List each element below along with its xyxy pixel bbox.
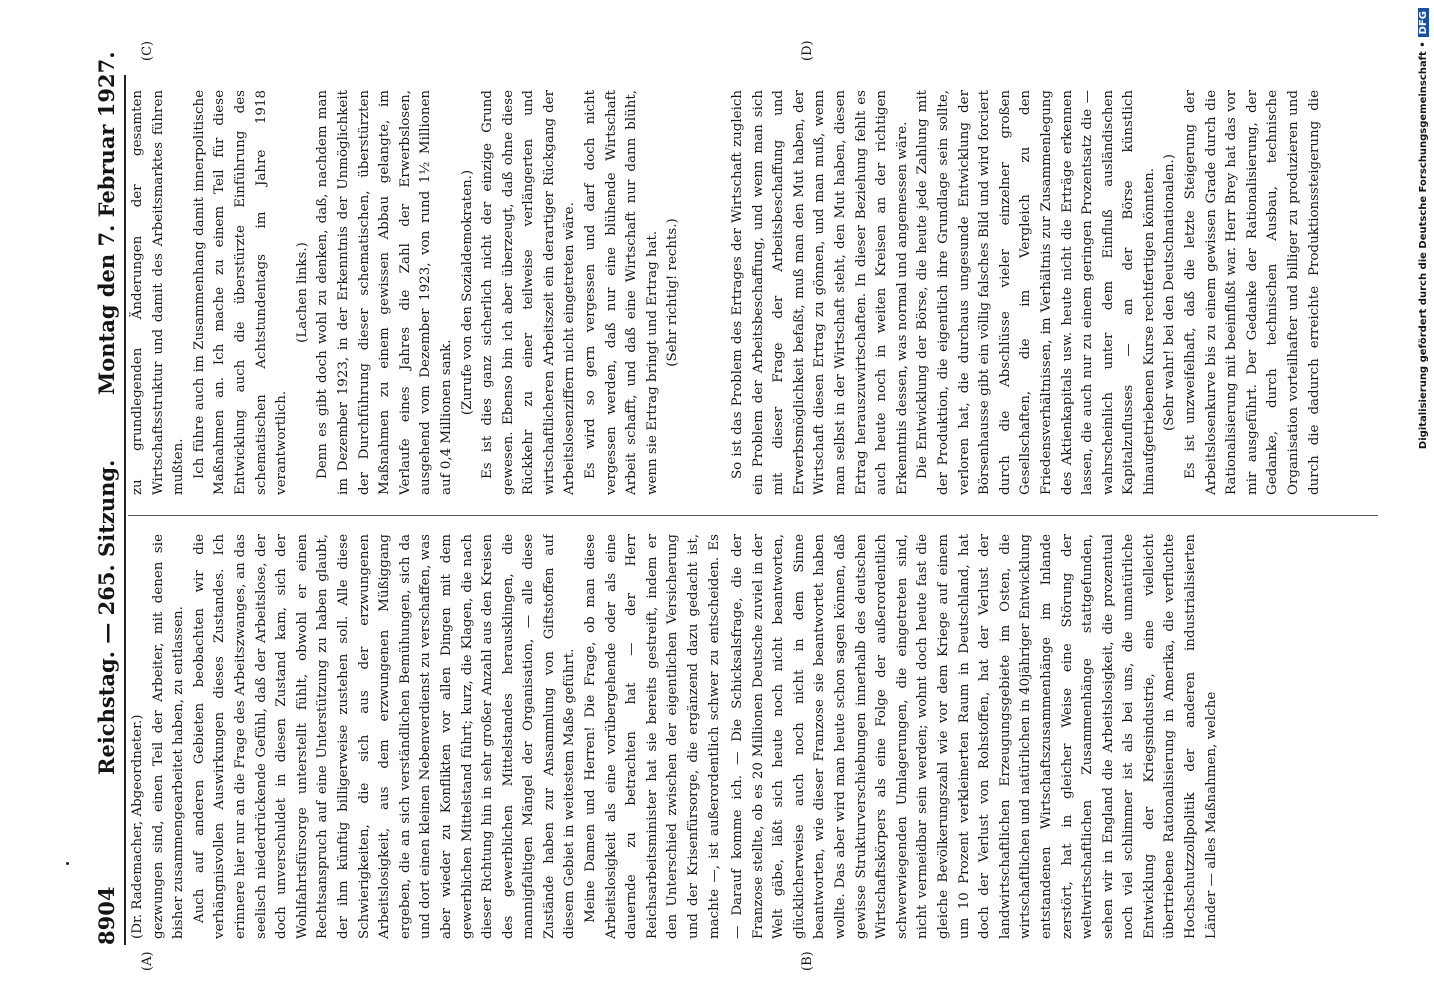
paragraph: zu grundlegenden Änderungen der gesamten Wirtschaftsstruktur und damit des Arbeitsmarktes führen mußten.	[130, 90, 187, 495]
margin-mark-d: (D)	[800, 40, 815, 61]
column-2	[128, 90, 728, 495]
left-running-title: Reichstag. — 265. Sitzung.	[94, 459, 119, 775]
margin-mark-b: (B)	[800, 951, 815, 971]
paragraph: Auch auf anderen Gebieten beobachten wir die verhängnisvollen Auswirkungen dieses Zustandes. Ich erinnere hier nur an die Frage des Arbeitszwanges, an das seelisch niederdrückende Gefühl, daß der Arbeitslose, der doch unverschuldet in diesen Zustand kam, sich der Wohlfahrtsfürsorge unterstellt fühlt, obwohl er einen Rechtsanspruch auf eine Unterstützung zu haben glaubt, der ihm künftig billigerweise zustehen soll. Alle diese Schwierigkeiten, die sich aus der erzwungenen Arbeitslosigkeit, aus dem erzwungenen Müßiggang ergeben, die an sich verständlichen Bemühungen, sich da und dort einen kleinen Nebenverdienst zu verschaffen, was aber wieder zu Konflikten vor allen Dingen mit dem gewerblichen Mittelstand führt; kurz, die Klagen, die nach dieser Richtung hin in sehr großer Anzahl aus den Kreisen des gewerblichen Mittelstandes herausklingen, die mannigfaltigen Mängel der Organisation, — alle diese Zustände haben zur Ansammlung von Giftstoffen auf diesem Gebiet in weitestem Maße geführt.	[191, 534, 578, 939]
column-4	[728, 90, 1328, 495]
margin-mark-a: (A)	[140, 951, 155, 971]
header-rule	[124, 75, 126, 945]
interjection: (Sehr wahr! bei den Deutschnationalen.)	[1162, 153, 1178, 432]
paragraph: Ich führe auch im Zusammenhang damit innerpolitische Maßnahmen an. Ich mache zu einem Teil für diese Entwicklung auch die überstürzte Einführung des schematischen Achtstundentags im Jahre 1918 verantwortlich.	[191, 90, 290, 495]
column-divider	[128, 515, 1378, 516]
paragraph: Denn es gibt doch wohl zu denken, daß, nachdem man im Dezember 1923, in der Erkenntnis der Unmöglichkeit der Durchführung dieser schematischen, überstürzten Maßnahmen zu einem gewissen Abbau gelangte, im Verlaufe eines Jahres die Zahl der Erwerbslosen, ausgehend vom Dezember 1923, von rund 1½ Millionen auf 0,4 Millionen sank.	[315, 90, 454, 495]
right-running-title: Montag den 7. Februar 1927.	[94, 51, 119, 395]
interjection: (Lachen links.)	[294, 242, 310, 343]
interjection: (Zurufe von den Sozialdemokraten.)	[459, 169, 475, 416]
digitization-credit	[1418, 8, 1434, 1000]
credit-text: Digitalisierung gefördert durch die Deutsche Forschungsgemeinschaft •	[1418, 41, 1429, 450]
speck	[66, 862, 69, 865]
margin-mark-c: (C)	[140, 40, 155, 61]
interjection: (Sehr richtig! rechts.)	[665, 218, 681, 367]
column-3	[728, 534, 1328, 939]
paragraph: — Darauf komme ich. — Die Schicksalsfrage, die der Franzose stellte, ob es 20 Millionen Deutsche zuviel in der Welt gäbe, läßt sich heute noch nicht beantworten, glücklicherweise auch noch nicht in dem Sinne beantworten, wie dieser Franzose sie beantwortet haben wollte. Das aber wird man heute schon sagen können, daß gewisse Strukturverschiebungen innerhalb des deutschen Wirtschaftskörpers als eine Folge der außerordentlich schwerwiegenden Umlagerungen, die eingetreten sind, nicht vermeidbar sein werden; wohnt doch heute fast die gleiche Bevölkerungszahl wie vor dem Kriege auf einem um 10 Prozent verkleinerten Raum in Deutschland, hat doch der Verlust von Rohstoffen, hat der Verlust der landwirtschaftlichen Erzeugungsgebiete im Osten, die wirtschaftlichen und natürlichen in 40jähriger Entwicklung entstandenen Wirtschaftszusammenhänge im Inlande zerstört, hat in gleicher Weise eine Störung der weltwirtschaftlichen Zusammenhänge stattgefunden, sehen wir in England die Arbeitslosigkeit, die prozentual noch viel schlimmer ist als bei uns, die unnatürliche Entwicklung der Kriegsindustrie, eine vielleicht übertriebene Rationalisierung in Amerika, die verfluchte Hochschutzzollpolitik der anderen industrialisierten Länder — alles Maßnahmen, welche	[730, 534, 1219, 939]
paragraph: Meine Damen und Herren! Die Frage, ob man diese Arbeitslosigkeit als eine vorübergehende oder als eine dauernde zu betrachten hat — der Herr Reichsarbeitsminister hat sie bereits gestreift, indem er den Unterschied zwischen der eigentlichen Versicherung und der Krisenfürsorge, die ergänzend dazu gedacht ist, machte —, ist außerordentlich schwer zu entscheiden. Es	[583, 534, 722, 939]
page-number: 8904	[94, 886, 119, 945]
paragraph: Es wird so gern vergessen und darf doch nicht vergessen werden, daß nur eine blühende Wirtschaft Arbeit schafft, und daß eine Wirtschaft nur dann blüht, wenn sie Ertrag bringt und Ertrag hat.	[583, 90, 660, 495]
paragraph: Es ist dies ganz sicherlich nicht der einzige Grund gewesen. Ebenso bin ich aber überzeugt, daß ohne diese Rückkehr zu einer teilweise verlängerten und wirtschaftlicheren Arbeitszeit ein derartiger Rückgang der Arbeitslosenziffern nicht eingetreten wäre.	[480, 90, 578, 495]
paragraph: Es ist unzweifelhaft, daß die letzte Steigerung der Arbeitslosenkurve bis zu einem gewissen Grade durch die Rationalisierung mit beeinflußt war. Herr Brey hat das vor mir ausgeführt. Der Gedanke der Rationalisierung, der Gedanke, durch technischen Ausbau, technische Organisation vorteilhafter und billiger zu produzieren und durch die dadurch erreichte Produktionssteigerung die	[1183, 90, 1322, 495]
rotated-page	[80, 35, 1434, 975]
column-1	[128, 534, 728, 939]
paragraph: gezwungen sind, einen Teil der Arbeiter, mit denen sie bisher zusammengearbeitet haben, zu entlassen.	[150, 534, 187, 939]
dfg-logo: DFG	[1418, 8, 1429, 37]
paragraph: Die Entwicklung der Börse, die heute jede Zahlung mit der Produktion, die eigentlich ihre Grundlage sein sollte, verloren hat, die durchaus ungesunde Entwicklung der Börsenhausse gibt ein völlig falsches Bild und wird forciert durch die Abschlüsse vieler einzelner großen Gesellschaften, die im Vergleich zu den Friedensverhältnissen, im Verhältnis zur Zusammenlegung des Aktienkapitals usw. heute nicht die Erträge erkennen lassen, die auch nur zu einem geringen Prozentsatz die — wahrscheinlich unter dem Einfluß ausländischen Kapitalzuflusses — an der Börse künstlich hinaufgetriebenen Kurse rechtfertigen könnten.	[915, 90, 1157, 495]
paragraph: So ist das Problem des Ertrages der Wirtschaft zugleich ein Problem der Arbeitsbeschaffung, und wenn man sich mit dieser Frage der Arbeitsbeschaffung und Erwerbsmöglichkeit befaßt, muß man den Mut haben, der Wirtschaft diesen Ertrag zu gönnen, und man muß, wenn man selbst in der Wirtschaft steht, den Mut haben, diesen Ertrag herauszuwirtschaften. In dieser Beziehung fehlt es auch heute noch in weiten Kreisen an der richtigen Erkenntnis dessen, was normal und angemessen wäre.	[730, 90, 910, 495]
speaker-line: (Dr. Rademacher, Abgeordneter.)	[130, 714, 145, 939]
